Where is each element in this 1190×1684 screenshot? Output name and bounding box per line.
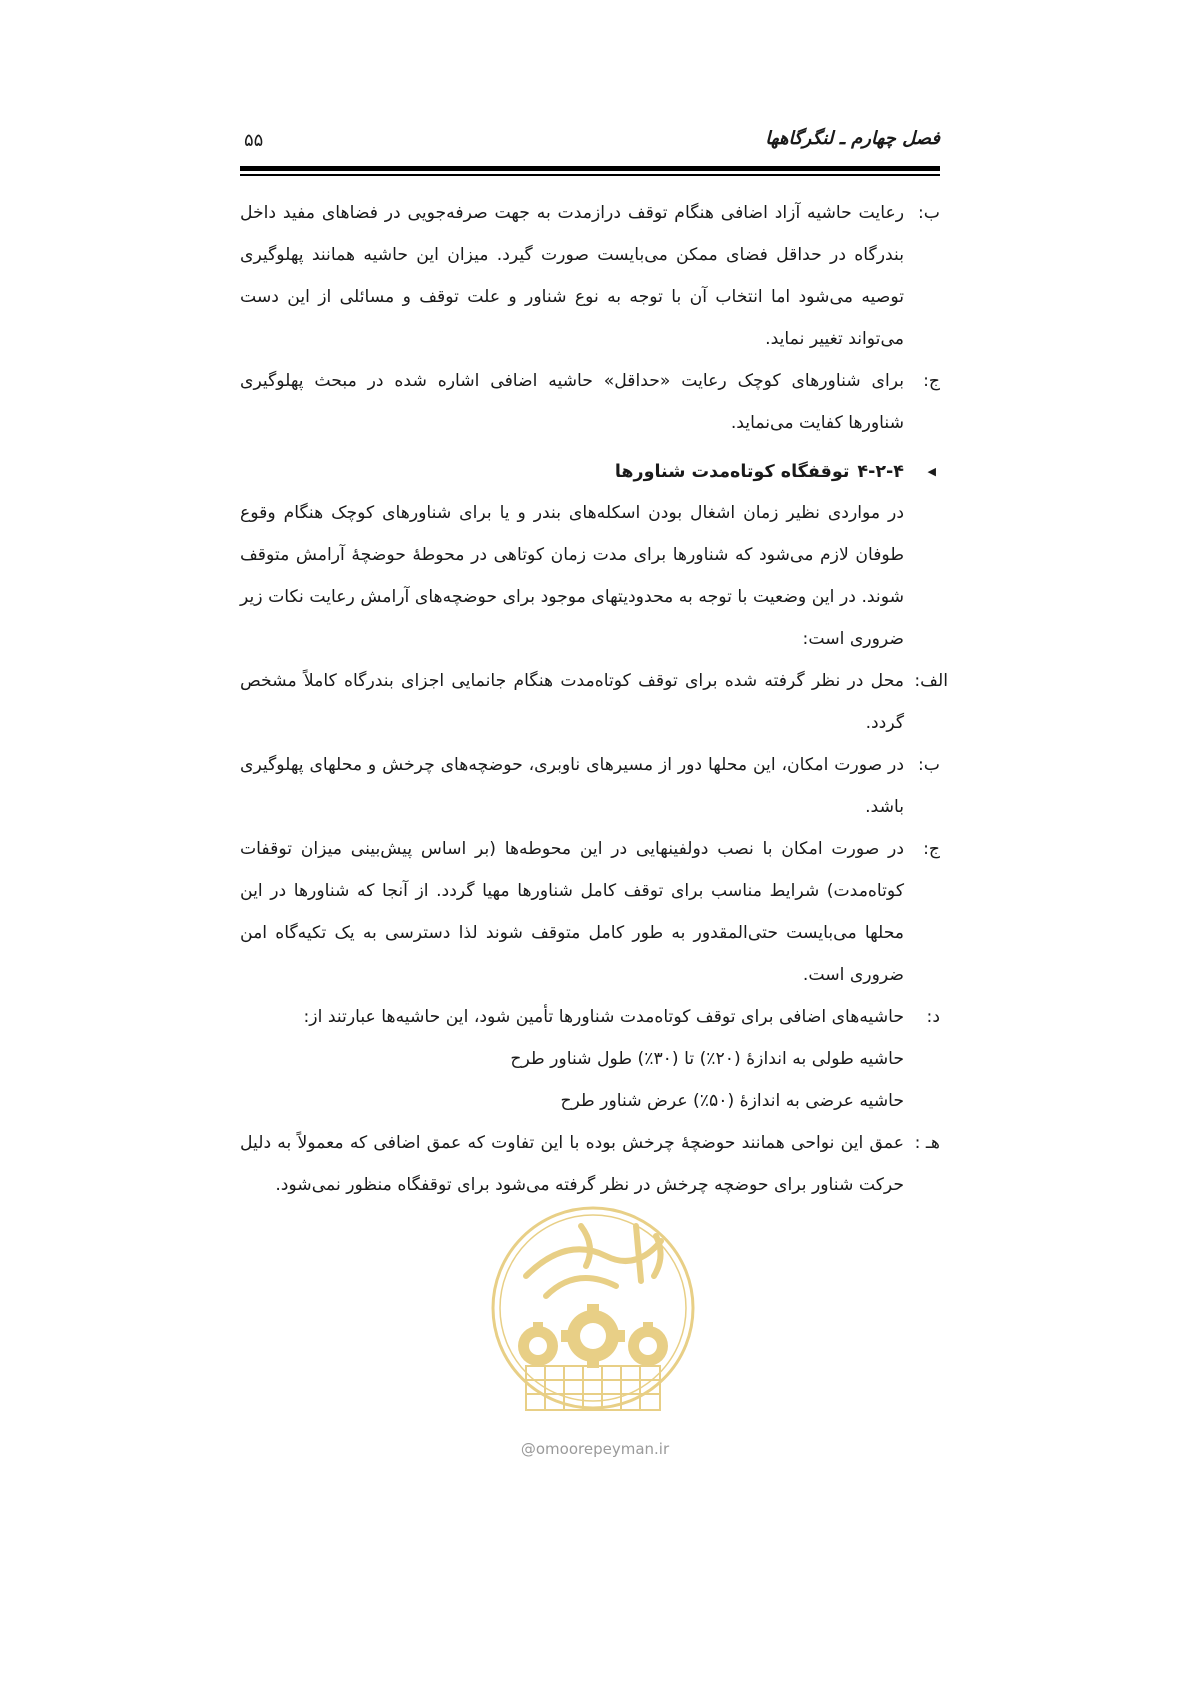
list-item	[240, 1122, 940, 1206]
item-text: رعایت حاشیه آزاد اضافی هنگام توقف درازمدت به جهت صرفه‌جویی در فضاهای مفید داخل بندرگاه در حداقل فضای ممکن می‌بایست صورت گیرد. میزان این حاشیه همانند پهلوگیری توصیه می‌شود اما انتخاب آن با توجه به نوع شناور و علت توقف و مسائلی از این دست می‌تواند تغییر نماید.	[240, 203, 904, 349]
margin-lines	[240, 1038, 940, 1122]
item-text: در صورت امکان با نصب دولفینهایی در این محوطه‌ها (بر اساس پیش‌بینی میزان توقفات کوتاه‌مدت) شرایط مناسب برای توقف کامل شناورها مهیا گردد. از آنجا که شناورها در این محلها می‌بایست حتی‌المقدور به طور کامل متوقف شوند لذا دسترسی به یک تکیه‌گاه امن ضروری است.	[240, 839, 904, 985]
triangle-bullet-icon: ◀	[927, 465, 936, 478]
watermark-emblem-icon	[486, 1196, 700, 1431]
page-header	[240, 128, 940, 158]
item-text: عمق این نواحی همانند حوضچهٔ چرخش بوده با این تفاوت که عمق اضافی که معمولاً به دلیل حرکت شناور برای حوضچه چرخش در نظر گرفته می‌شود برای توقفگاه منظور نمی‌شود.	[240, 1133, 904, 1195]
item-text: در صورت امکان، این محلها دور از مسیرهای ناوبری، حوضچه‌های چرخش و محلهای پهلوگیری باشد.	[240, 755, 904, 817]
header-rule-thick	[240, 166, 940, 171]
item-marker: ب:	[918, 203, 940, 223]
list-item	[240, 192, 940, 360]
item-text: حاشیه‌های اضافی برای توقف کوتاه‌مدت شناورها تأمین شود، این حاشیه‌ها عبارتند از:	[303, 1007, 904, 1027]
section-number: ۴-۲-۴	[857, 462, 904, 482]
item-text: برای شناورهای کوچک رعایت «حداقل» حاشیه اضافی اشاره شده در مبحث پهلوگیری شناورها کفایت می‌نماید.	[240, 371, 904, 433]
item-marker: ج:	[923, 371, 940, 391]
section-title: توقفگاه کوتاه‌مدت شناورها	[614, 462, 850, 482]
watermark-url: @omoorepeyman.ir	[520, 1440, 670, 1458]
chapter-title: فصل چهارم ـ لنگرگاهها	[765, 128, 940, 149]
list-item	[240, 360, 940, 444]
page-number: ۵۵	[244, 130, 264, 151]
item-marker: ج:	[923, 839, 940, 859]
intro-paragraph: در مواردی نظیر زمان اشغال بودن اسکله‌های بندر و یا برای شناورهای کوچک هنگام وقوع طوفان لازم می‌شود که شناورها برای مدت زمان کوتاهی در محوطهٔ حوضچهٔ آرامش متوقف شوند. در این وضعیت با توجه به محدودیتهای موجود برای حوضچه‌های آرامش رعایت نکات زیر ضروری است:	[240, 503, 904, 649]
item-text: محل در نظر گرفته شده برای توقف کوتاه‌مدت هنگام جانمایی اجزای بندرگاه کاملاً مشخص گردد.	[240, 671, 904, 733]
section-heading	[240, 452, 940, 492]
page-body	[240, 192, 948, 1206]
item-marker: هـ :	[914, 1133, 940, 1153]
item-marker: ب:	[918, 755, 940, 775]
margin-line-width: حاشیه عرضی به اندازهٔ (۵۰٪) عرض شناور طرح	[560, 1091, 904, 1111]
header-rule-thin	[240, 174, 940, 176]
watermark-logo	[486, 1196, 700, 1431]
list-item	[240, 996, 940, 1038]
list-item	[240, 660, 948, 744]
list-item	[240, 828, 940, 996]
margin-line-length: حاشیه طولی به اندازهٔ (۲۰٪) تا (۳۰٪) طول شناور طرح	[510, 1049, 904, 1069]
item-marker: الف:	[914, 671, 948, 691]
list-item	[240, 744, 940, 828]
item-marker: د:	[926, 1007, 940, 1027]
